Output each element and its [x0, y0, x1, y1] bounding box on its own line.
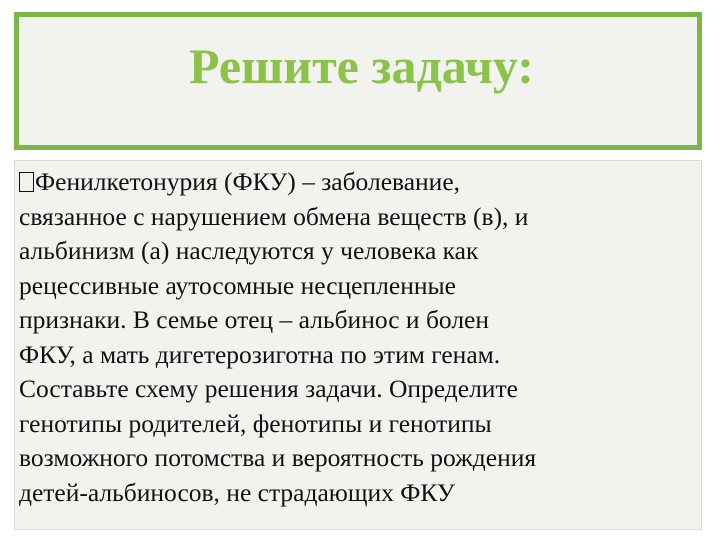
content-box	[14, 160, 702, 530]
task-line: Составьте схему решения задачи. Определите	[19, 374, 518, 403]
task-line: возможного потомства и вероятность рождения	[19, 443, 537, 472]
task-line: ФКУ, а мать дигетерозиготна по этим генам.	[19, 339, 501, 369]
task-line: связанное с нарушением обмена веществ (в), и	[19, 201, 529, 231]
task-text	[19, 165, 699, 510]
task-line: детей-альбиносов, не страдающих ФКУ	[19, 477, 455, 507]
task-line: генотипы родителей, фенотипы и генотипы	[19, 408, 492, 438]
slide-title: Решите задачу:	[189, 38, 534, 94]
bullet-square-icon	[19, 172, 34, 192]
task-line-text: Фенилкетонурия (ФКУ) – заболевание,	[35, 167, 461, 196]
task-line: рецессивные аутосомные несцепленные	[19, 270, 456, 300]
task-line: альбинизм (а) наследуются у человека как	[19, 236, 479, 265]
task-line	[19, 165, 699, 200]
title-box	[14, 12, 702, 150]
task-line: признаки. В семье отец – альбинос и болен	[19, 305, 490, 334]
